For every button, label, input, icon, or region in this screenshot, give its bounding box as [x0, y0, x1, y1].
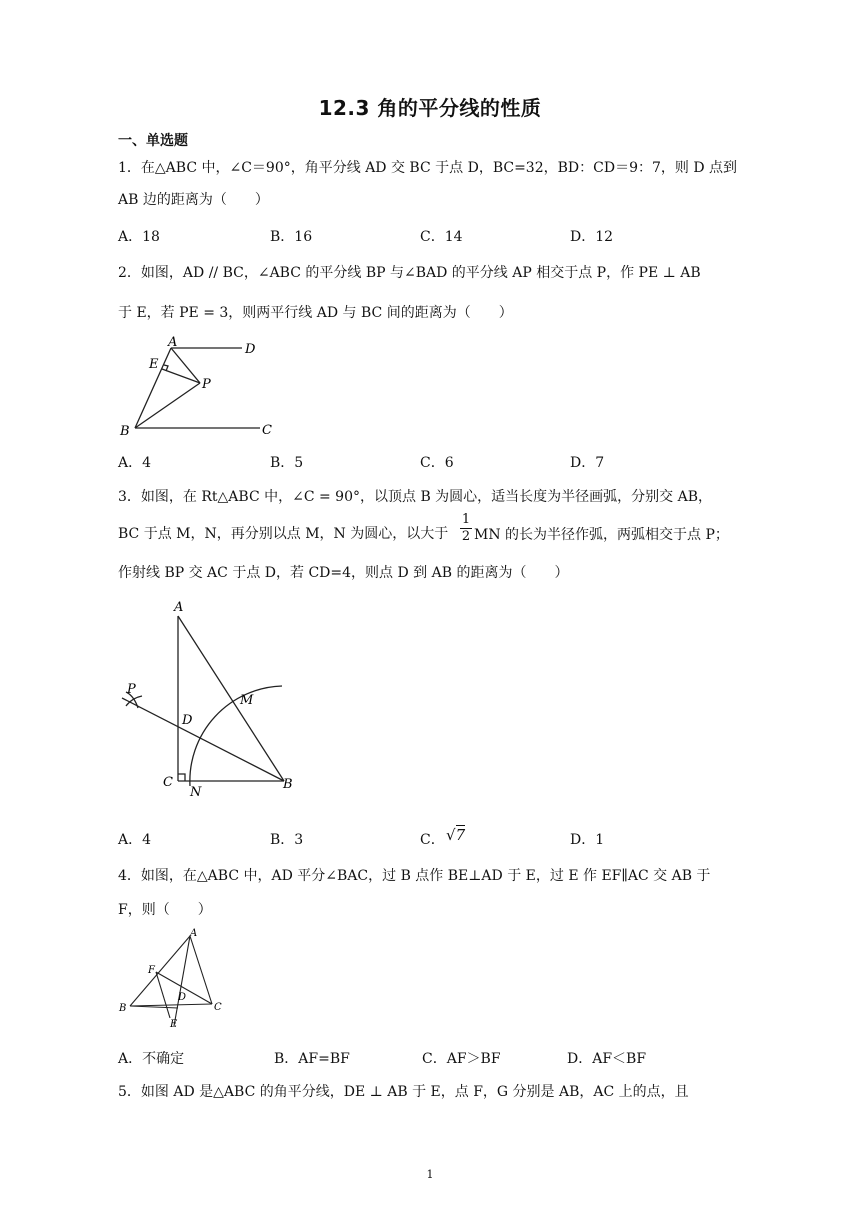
q3-label-b: B — [283, 777, 293, 792]
q4-label-b: B — [119, 1003, 127, 1014]
q3-line-2b: MN 的长为半径作弧，两弧相交于点 P； — [474, 527, 729, 543]
q4-label-e: E — [170, 1019, 178, 1030]
q2-option-d: D．7 — [570, 455, 605, 471]
q3-fraction — [460, 512, 472, 545]
q4-label-a: A — [190, 928, 198, 939]
q2-label-p: P — [202, 377, 211, 392]
q2-line-1: 2．如图，AD // BC，∠ABC 的平分线 BP 与∠BAD 的平分线 AP 相交于点 P，作 PE ⊥ AB — [118, 265, 701, 281]
q1-line-2: AB 边的距离为（ ） — [118, 192, 269, 208]
q5-line-1: 5．如图 AD 是△ABC 的角平分线，DE ⊥ AB 于 E，点 F，G 分别是 AB，AC 上的点，且 — [118, 1084, 689, 1100]
q3-option-a: A．4 — [118, 832, 152, 848]
q3-line-2a: BC 于点 M，N，再分别以点 M，N 为圆心，以大于 — [118, 526, 449, 542]
q3-option-d: D．1 — [570, 832, 605, 848]
q3-fraction-numerator: 1 — [461, 512, 471, 527]
page-number: 1 — [426, 1168, 434, 1181]
q2-figure — [112, 336, 292, 440]
q2-line-2: 于 E，若 PE = 3，则两平行线 AD 与 BC 间的距离为（ ） — [118, 305, 513, 321]
q2-option-a: A．4 — [118, 455, 152, 471]
q3-label-a: A — [174, 600, 184, 615]
q3-figure — [112, 596, 312, 798]
q1-option-c: C．14 — [420, 229, 463, 245]
q4-line-2: F，则（ ） — [118, 902, 212, 918]
q3-label-d: D — [182, 713, 193, 728]
q2-option-c: C．6 — [420, 455, 454, 471]
q3-option-b: B．3 — [270, 832, 304, 848]
q2-label-d: D — [245, 342, 256, 357]
q3-label-c: C — [163, 775, 173, 790]
q4-label-d: D — [178, 992, 187, 1003]
page-title: 12.3 角的平分线的性质 — [318, 96, 542, 120]
q1-option-b: B．16 — [270, 229, 313, 245]
q2-label-b: B — [120, 424, 130, 439]
q1-option-a: A．18 — [118, 229, 160, 245]
q2-option-b: B．5 — [270, 455, 304, 471]
q4-option-a: A．不确定 — [118, 1051, 185, 1067]
q3-label-p: P — [127, 682, 136, 697]
q3-option-c-radicand: 7 — [455, 826, 466, 844]
q2-label-a: A — [168, 336, 178, 350]
q4-label-f: F — [148, 965, 155, 976]
q3-line-1: 3．如图，在 Rt△ABC 中，∠C = 90°，以顶点 B 为圆心，适当长度为半径画弧，分别交 AB， — [118, 489, 713, 505]
q3-option-c-sqrt: √7 — [446, 826, 466, 844]
q3-option-c: C． — [420, 832, 445, 848]
q3-label-m: M — [240, 693, 254, 708]
q2-label-e: E — [149, 357, 159, 372]
q3-fraction-denominator: 2 — [461, 529, 471, 544]
q4-option-d: D．AF＜BF — [567, 1051, 647, 1067]
q2-label-c: C — [262, 423, 272, 438]
q1-line-1: 1．在△ABC 中，∠C＝90°，角平分线 AD 交 BC 于点 D，BC=32，BD：CD＝9：7，则 D 点到 — [118, 160, 738, 176]
q1-option-d: D．12 — [570, 229, 614, 245]
section-heading: 一、单选题 — [118, 133, 188, 149]
q4-option-c: C．AF＞BF — [422, 1051, 501, 1067]
q4-option-b: B．AF=BF — [274, 1051, 350, 1067]
q3-label-n: N — [190, 785, 202, 798]
q4-line-1: 4．如图，在△ABC 中，AD 平分∠BAC，过 B 点作 BE⊥AD 于 E，过 E 作 EF∥AC 交 AB 于 — [118, 868, 711, 884]
q3-line-3: 作射线 BP 交 AC 于点 D，若 CD=4，则点 D 到 AB 的距离为（ ） — [118, 565, 569, 581]
q4-label-c: C — [214, 1002, 222, 1013]
q4-figure — [114, 926, 234, 1036]
